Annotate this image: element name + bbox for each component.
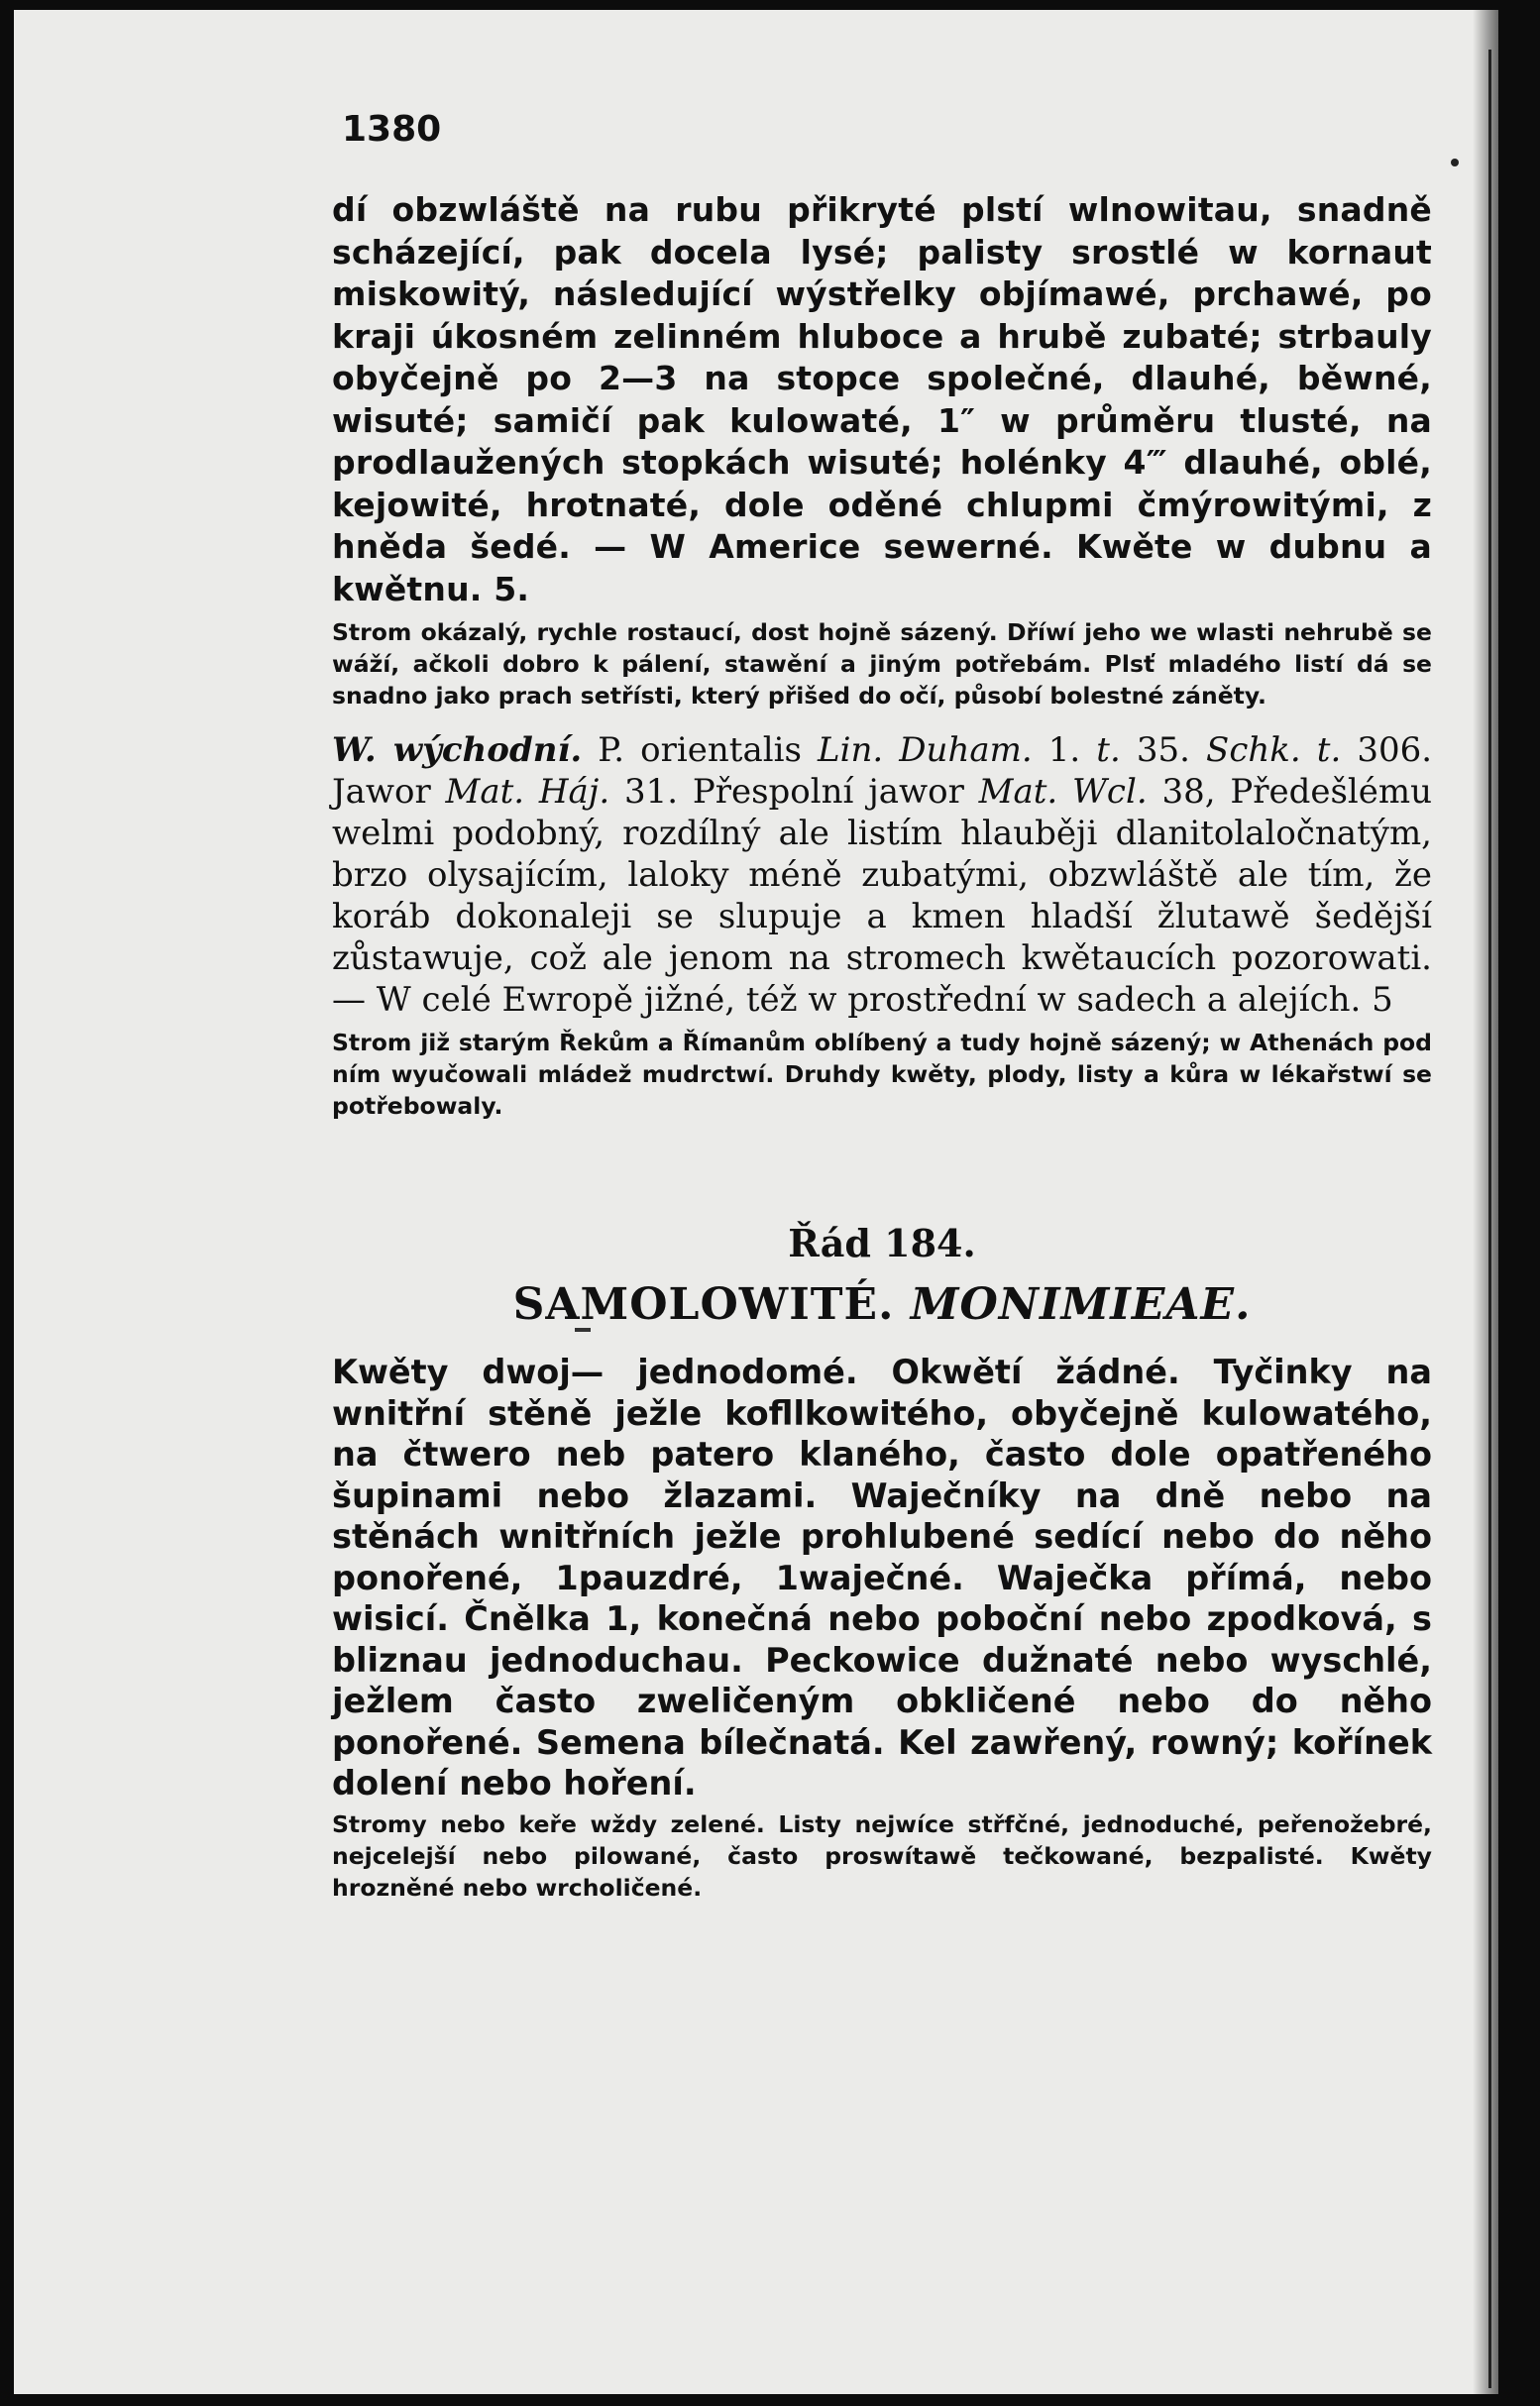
syn-author-1: Lin.	[818, 730, 884, 770]
syn-author-7: Wcl.	[1071, 772, 1148, 812]
syn-author-2: Duham.	[899, 730, 1033, 770]
note-paragraph-2: Strom již starým Řekům a Římanům oblíbený a tudy hojně sázený; w Athenách pod ním wyučowali mládež mudrctwí. Druhdy kwěty, plody, listy a kůra w lékařstwí se potřebowaly.	[332, 1029, 1432, 1120]
description-paragraph-1: dí obzwláště na rubu přikryté plstí wlnowitau, snadně scházející, pak docela lysé; palisty srostlé w kornaut miskowitý, následující wýstřelky objímawé, prchawé, po kraji úkosném zelinném hluboce a hrubě zubaté; strbauly obyčejně po 2—3 na stopce společné, dlauhé, běwné, wisuté; samičí pak kulowaté, 1″ w průměru tlusté, na prodlaužených stopkách wisuté; holénky 4‴ dlauhé, oblé, kejowité, hrotnaté, dole oděné chlupmi čmýrowitými, z hněda šedé. — W Americe sewerné. Kwěte w dubnu a kwětnu. 5.	[332, 190, 1432, 608]
page-number: 1380	[342, 109, 442, 150]
species-name: W. wýchodní.	[332, 730, 583, 770]
syn-author-3: Schk.	[1206, 730, 1301, 770]
speck-mark	[1451, 159, 1459, 166]
family-czech: SAMOLOWITÉ.	[512, 1279, 895, 1330]
text-column	[332, 109, 1432, 1904]
syn-t-1: t.	[1096, 730, 1121, 770]
syn-text-4: 306. Jawor	[332, 730, 1433, 812]
family-description: Kwěty dwoj— jednodomé. Okwětí žádné. Tyčinky na wnitřní stěně ježle kofllkowitého, obyčejně kulowatého, na čtwero neb patero klaného, často dole opatřeného šupinami nebo žlazami. Waječníky na dně nebo na stěnách wnitřních ježle prohlubené sedící nebo do něho ponořené, 1pauzdré, 1waječné. Waječka přímá, nebo wisicí. Čnělka 1, konečná nebo poboční nebo zpodková, s bliznau jednoduchau. Peckowice dužnaté nebo wyschlé, ježlem často zweličeným obkličené nebo do něho ponořené. Semena bílečnatá. Kel zawřený, rowný; kořínek dolení nebo hoření.	[332, 1353, 1432, 1803]
syn-author-5: Háj.	[538, 772, 610, 812]
note-paragraph-3: Stromy nebo keře wždy zelené. Listy nejwíce střfčné, jednoduché, peřenožebré, nejcelejší nebo pilowané, často proswítawě tečkowané, bezpalisté. Kwěty hrozněné nebo wrcholičené.	[332, 1809, 1432, 1902]
syn-rest: Předešlému welmi podobný, rozdílný ale listím hlauběji dlanitolaločnatým, brzo olysajícím, laloky méně zubatými, obzwláště ale tím, že koráb dokonaleji se slupuje a kmen hladší žlutawě šedější zůstawuje, což ale jenom na stromech kwětaucích pozorowati. — W celé Ewropě jižné, též w prostřední w sadech a alejích. 5	[332, 772, 1433, 1020]
family-heading	[332, 1279, 1432, 1330]
order-heading: Řád 184.	[788, 1221, 976, 1265]
syn-text-2: 1.	[1047, 730, 1081, 770]
note-paragraph-1: Strom okázalý, rychle rostaucí, dost hojně sázený. Dříwí jeho we wlasti nehrubě se wáží, ačkoli dobro k pálení, stawění a jiným potřebám. Plsť mladého listí dá se snadno jako prach setřísti, který přišed do očí, působí bolestné záněty.	[332, 618, 1432, 710]
synonymy-paragraph	[332, 729, 1432, 1021]
syn-text-6: 38,	[1161, 772, 1216, 812]
syn-text-3: 35.	[1136, 730, 1190, 770]
page-edge-shadow	[1473, 10, 1498, 2394]
syn-text-1: P. orientalis	[598, 730, 802, 770]
syn-text-5: 31. Přespolní jawor	[623, 772, 964, 812]
binding-line	[1488, 50, 1491, 2388]
syn-t-2: t.	[1316, 730, 1342, 770]
syn-author-6: Mat.	[978, 772, 1058, 812]
family-latin: MONIMIEAE.	[910, 1279, 1252, 1330]
syn-author-4: Mat.	[445, 772, 525, 812]
